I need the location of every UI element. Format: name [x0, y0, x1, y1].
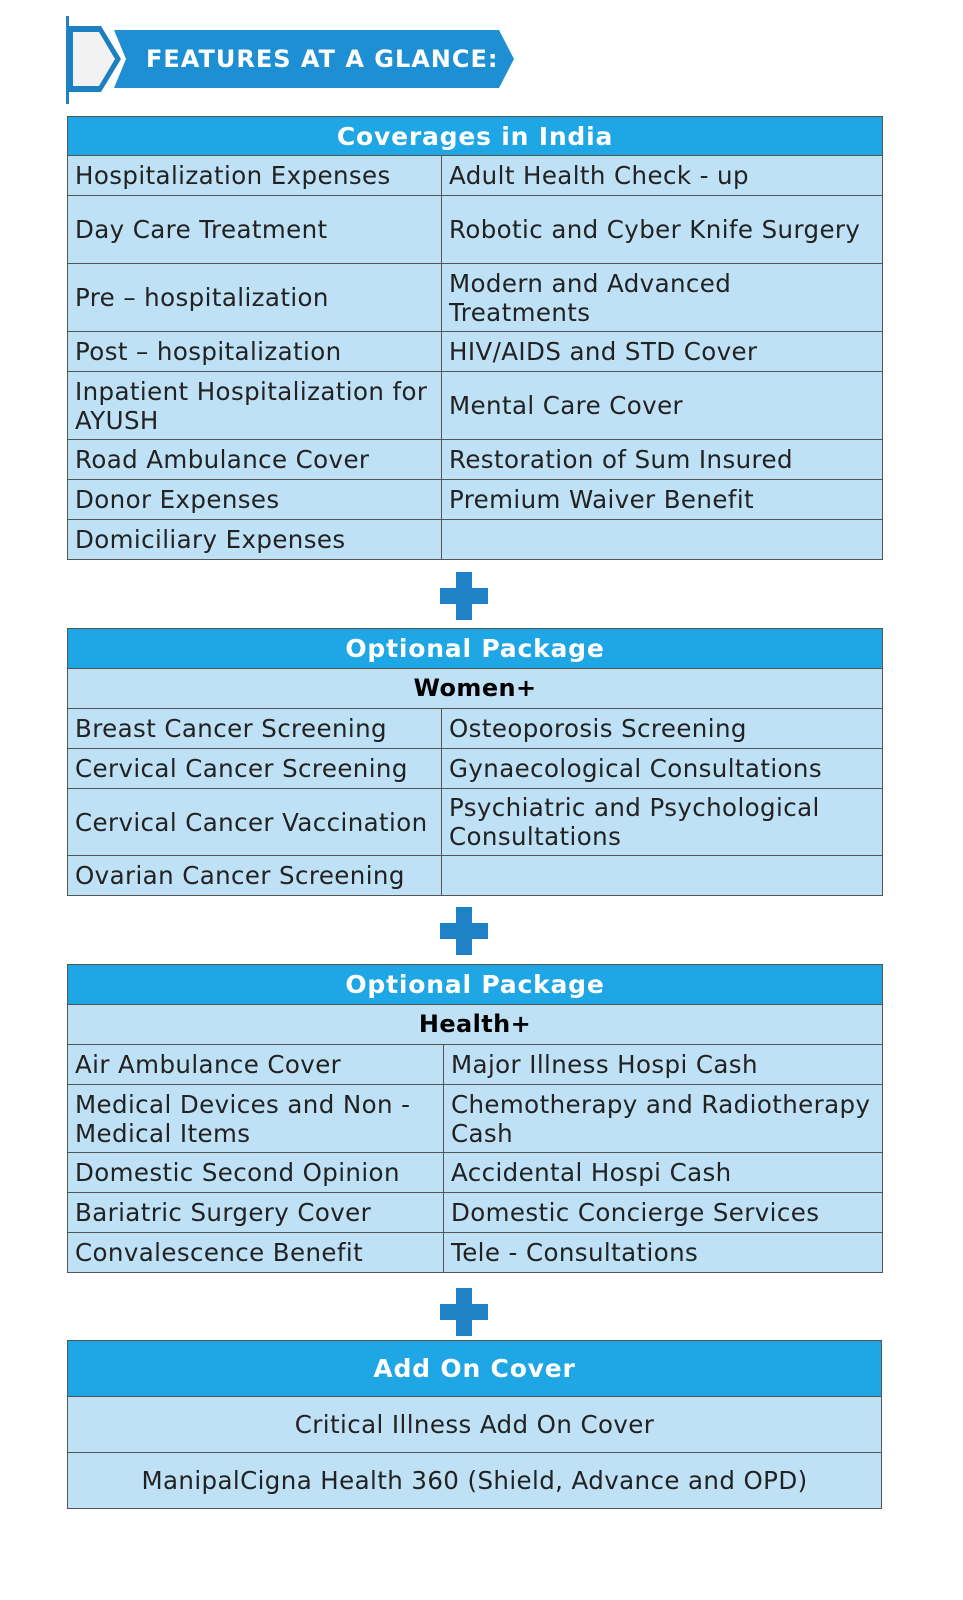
features-banner — [66, 20, 526, 98]
package-item: Accidental Hospi Cash — [444, 1153, 883, 1193]
addon-item: ManipalCigna Health 360 (Shield, Advance and OPD) — [68, 1453, 882, 1509]
addon-item: Critical Illness Add On Cover — [68, 1397, 882, 1453]
package-item: Air Ambulance Cover — [68, 1045, 444, 1085]
coverages-table — [67, 116, 883, 560]
coverage-item: Domiciliary Expenses — [68, 520, 442, 560]
package-item: Gynaecological Consultations — [442, 749, 883, 789]
table-row — [68, 440, 883, 480]
coverage-item: Day Care Treatment — [68, 196, 442, 264]
addon-table — [67, 1340, 882, 1509]
package-item: Domestic Second Opinion — [68, 1153, 444, 1193]
package-item: Tele - Consultations — [444, 1233, 883, 1273]
package-item: Chemotherapy and Radiotherapy Cash — [444, 1085, 883, 1153]
coverage-item: HIV/AIDS and STD Cover — [442, 332, 883, 372]
women-package-table — [67, 628, 883, 896]
table-row — [68, 156, 883, 196]
coverage-item: Adult Health Check - up — [442, 156, 883, 196]
package-item: Major Illness Hospi Cash — [444, 1045, 883, 1085]
package-item — [442, 856, 883, 896]
women-package-title: Optional Package — [68, 629, 883, 669]
package-item: Medical Devices and Non - Medical Items — [68, 1085, 444, 1153]
table-row — [68, 520, 883, 560]
table-row — [68, 196, 883, 264]
coverage-item: Restoration of Sum Insured — [442, 440, 883, 480]
coverage-item: Robotic and Cyber Knife Surgery — [442, 196, 883, 264]
table-row — [68, 1233, 883, 1273]
coverage-item — [442, 520, 883, 560]
package-item: Domestic Concierge Services — [444, 1193, 883, 1233]
table-row — [68, 856, 883, 896]
package-item: Cervical Cancer Screening — [68, 749, 442, 789]
package-item: Breast Cancer Screening — [68, 709, 442, 749]
package-item: Osteoporosis Screening — [442, 709, 883, 749]
women-package-subtitle: Women+ — [68, 669, 883, 709]
package-item: Cervical Cancer Vaccination — [68, 789, 442, 856]
table-row — [68, 1153, 883, 1193]
coverage-item: Modern and Advanced Treatments — [442, 264, 883, 332]
table-row — [68, 372, 883, 440]
plus-icon — [440, 572, 488, 620]
coverage-item: Mental Care Cover — [442, 372, 883, 440]
coverages-title: Coverages in India — [68, 117, 883, 156]
coverage-item: Donor Expenses — [68, 480, 442, 520]
table-row — [68, 332, 883, 372]
package-item: Convalescence Benefit — [68, 1233, 444, 1273]
table-row — [68, 1085, 883, 1153]
coverage-item: Premium Waiver Benefit — [442, 480, 883, 520]
health-package-table — [67, 964, 883, 1273]
coverage-item: Road Ambulance Cover — [68, 440, 442, 480]
table-row — [68, 1045, 883, 1085]
health-package-title: Optional Package — [68, 965, 883, 1005]
health-package-subtitle: Health+ — [68, 1005, 883, 1045]
coverage-item: Post – hospitalization — [68, 332, 442, 372]
package-item: Ovarian Cancer Screening — [68, 856, 442, 896]
table-row — [68, 264, 883, 332]
table-row — [68, 789, 883, 856]
addon-title: Add On Cover — [68, 1341, 882, 1397]
plus-icon — [440, 907, 488, 955]
table-row — [68, 709, 883, 749]
plus-icon — [440, 1288, 488, 1336]
package-item: Psychiatric and Psychological Consultations — [442, 789, 883, 856]
coverage-item: Hospitalization Expenses — [68, 156, 442, 196]
table-row — [68, 749, 883, 789]
banner-title: FEATURES AT A GLANCE: — [146, 45, 499, 73]
table-row — [68, 1193, 883, 1233]
coverage-item: Inpatient Hospitalization for AYUSH — [68, 372, 442, 440]
package-item: Bariatric Surgery Cover — [68, 1193, 444, 1233]
table-row — [68, 480, 883, 520]
coverage-item: Pre – hospitalization — [68, 264, 442, 332]
